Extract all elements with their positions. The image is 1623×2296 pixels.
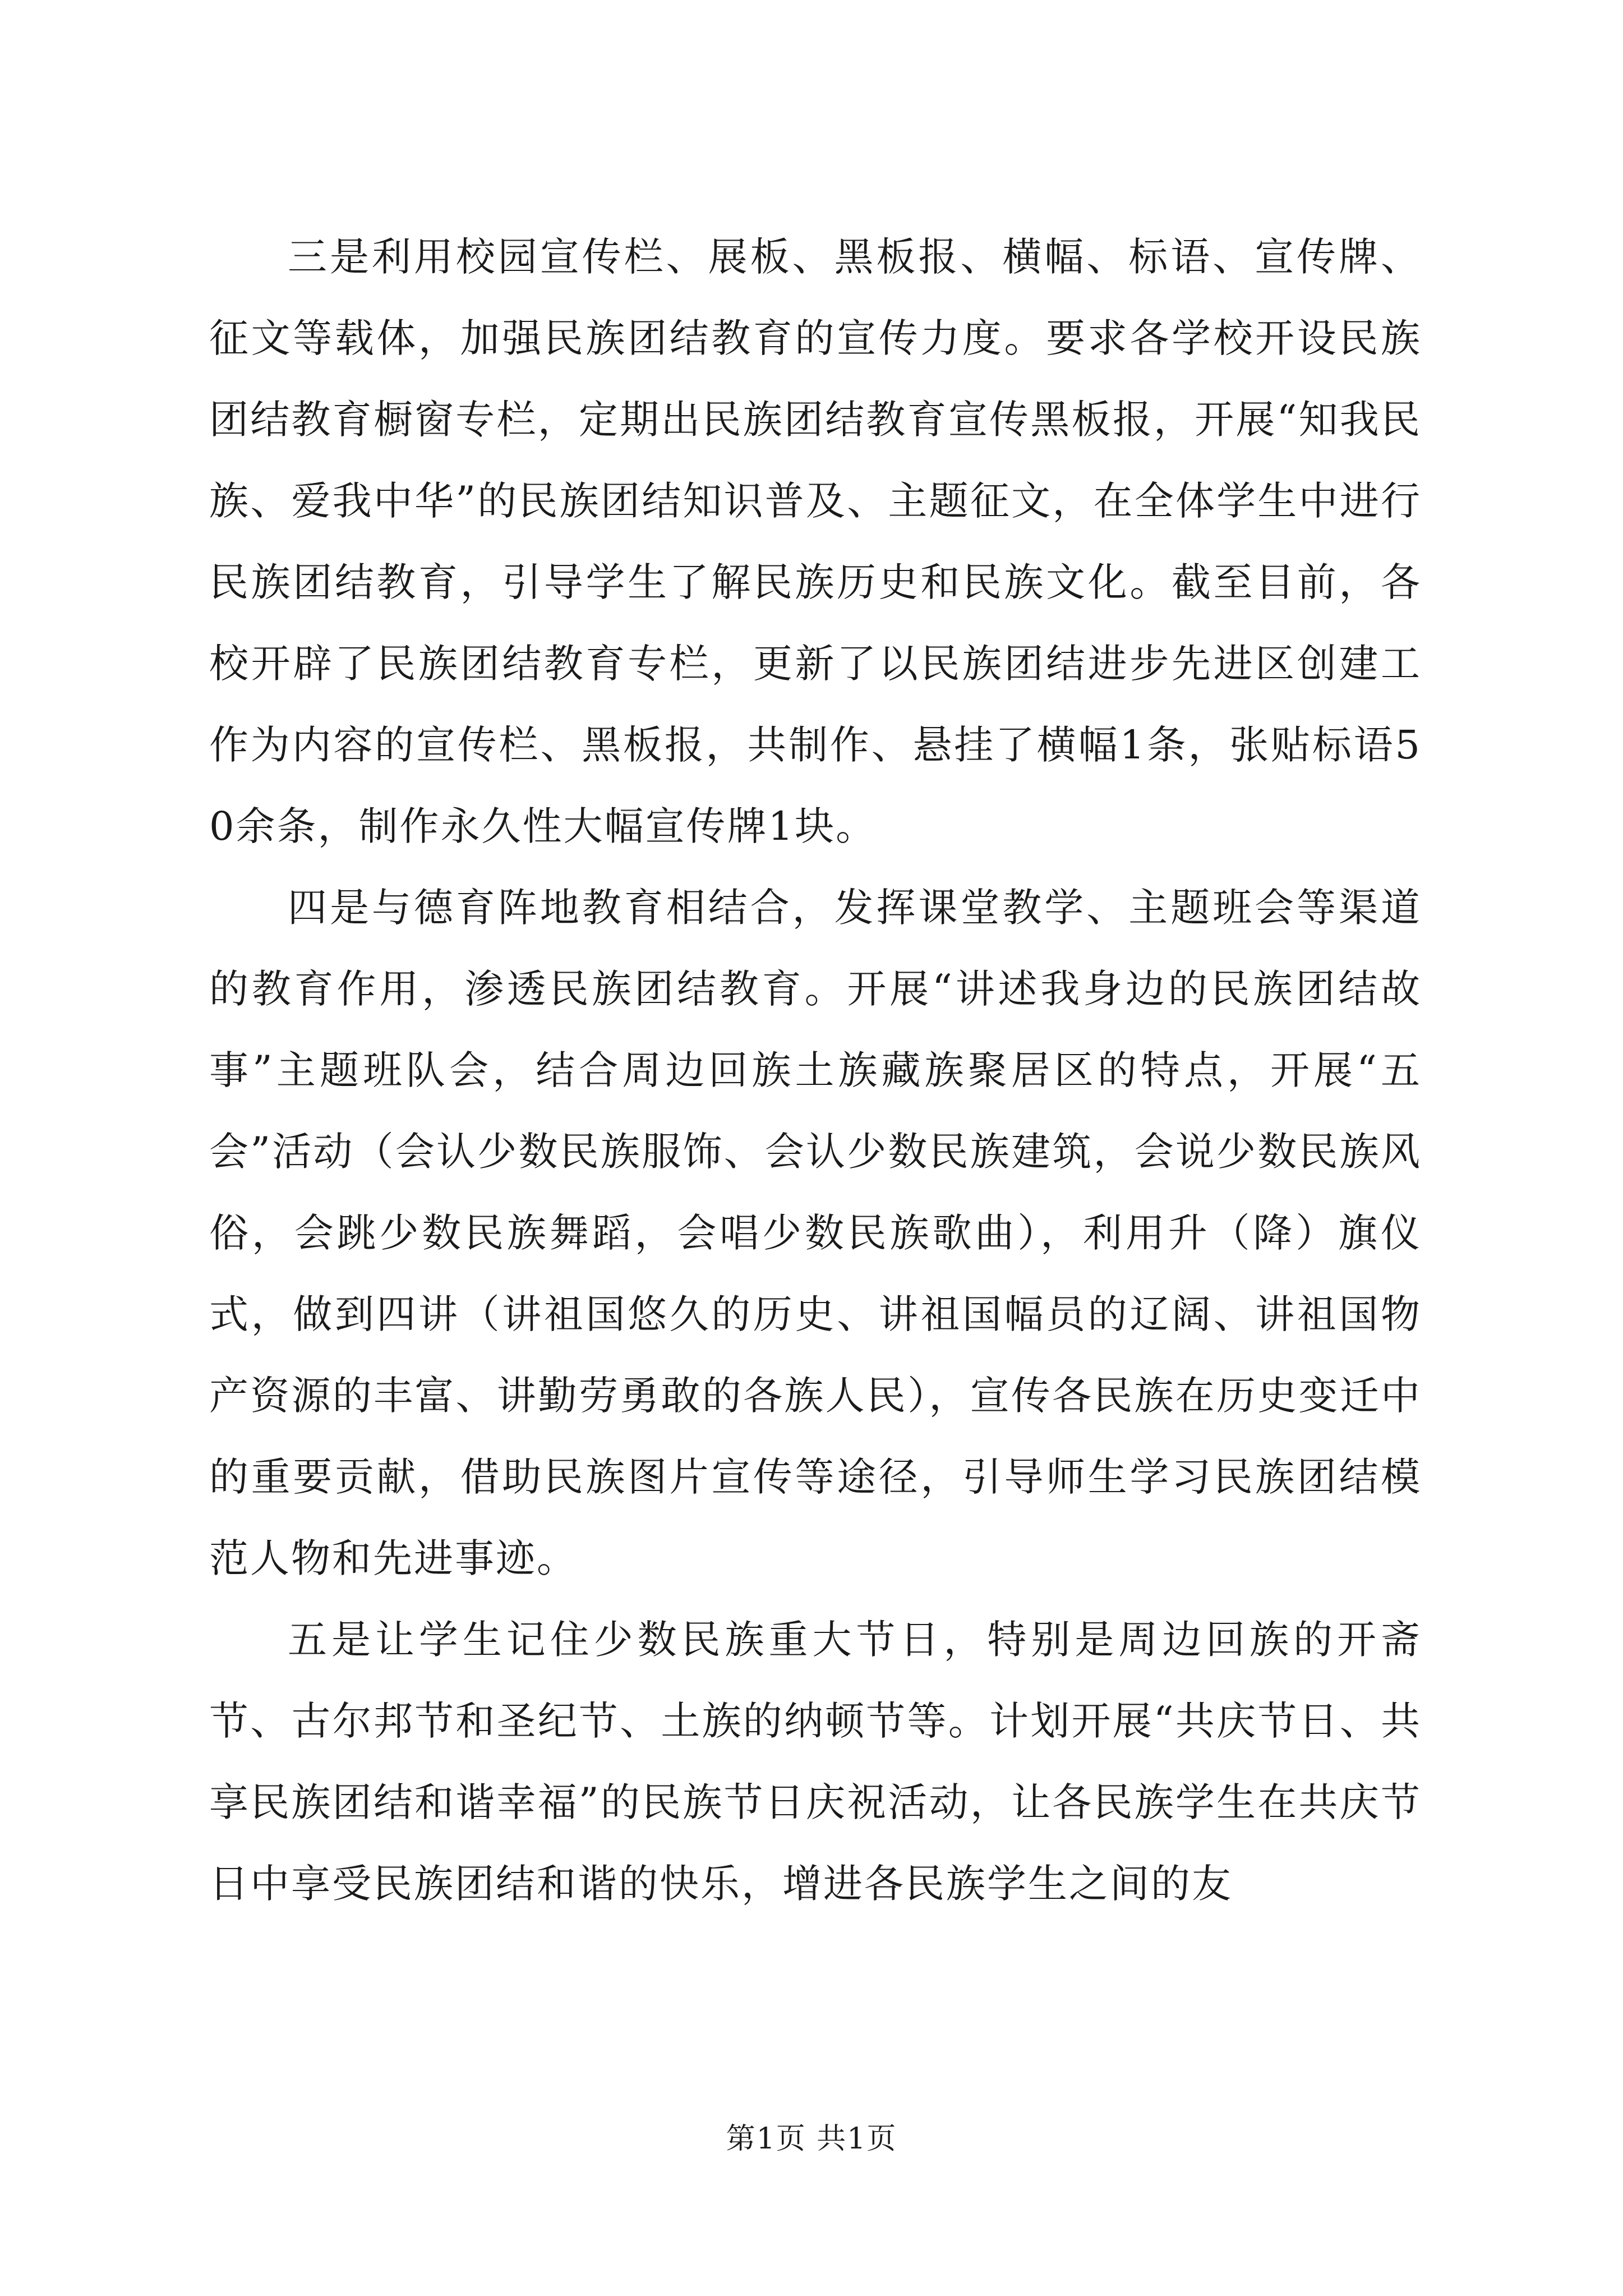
paragraph-4: 四是与德育阵地教育相结合，发挥课堂教学、主题班会等渠道的教育作用，渗透民族团结教育。开展“讲述我身边的民族团结故事”主题班队会，结合周边回族土族藏族聚居区的特点，开展“五会”活动（会认少数民族服饰、会认少数民族建筑，会说少数民族风俗，会跳少数民族舞蹈，会唱少数民族歌曲），利用升（降）旗仪式，做到四讲（讲祖国悠久的历史、讲祖国幅员的辽阔、讲祖国物产资源的丰富、讲勤劳勇敢的各族人民），宣传各民族在历史变迁中的重要贡献，借助民族图片宣传等途径，引导师生学习民族团结模范人物和先进事迹。	[209, 885, 1422, 1581]
paragraph-5: 五是让学生记住少数民族重大节日，特别是周边回族的开斋节、古尔邦节和圣纪节、土族的纳顿节等。计划开展“共庆节日、共享民族团结和谐幸福”的民族节日庆祝活动，让各民族学生在共庆节日中享受民族团结和谐的快乐，增进各民族学生之间的友	[209, 1617, 1422, 1907]
page-number-label: 第1页 共1页	[726, 2122, 897, 2156]
paragraph-3: 三是利用校园宣传栏、展板、黑板报、横幅、标语、宣传牌、征文等载体，加强民族团结教育的宣传力度。要求各学校开设民族团结教育橱窗专栏，定期出民族团结教育宣传黑板报，开展“知我民族、爱我中华”的民族团结知识普及、主题征文，在全体学生中进行民族团结教育，引导学生了解民族历史和民族文化。截至目前，各校开辟了民族团结教育专栏，更新了以民族团结进步先进区创建工作为内容的宣传栏、黑板报，共制作、悬挂了横幅1条，张贴标语50余条，制作永久性大幅宣传牌1块。	[209, 234, 1422, 849]
document-body	[209, 217, 1422, 1925]
page-footer	[0, 2119, 1623, 2159]
